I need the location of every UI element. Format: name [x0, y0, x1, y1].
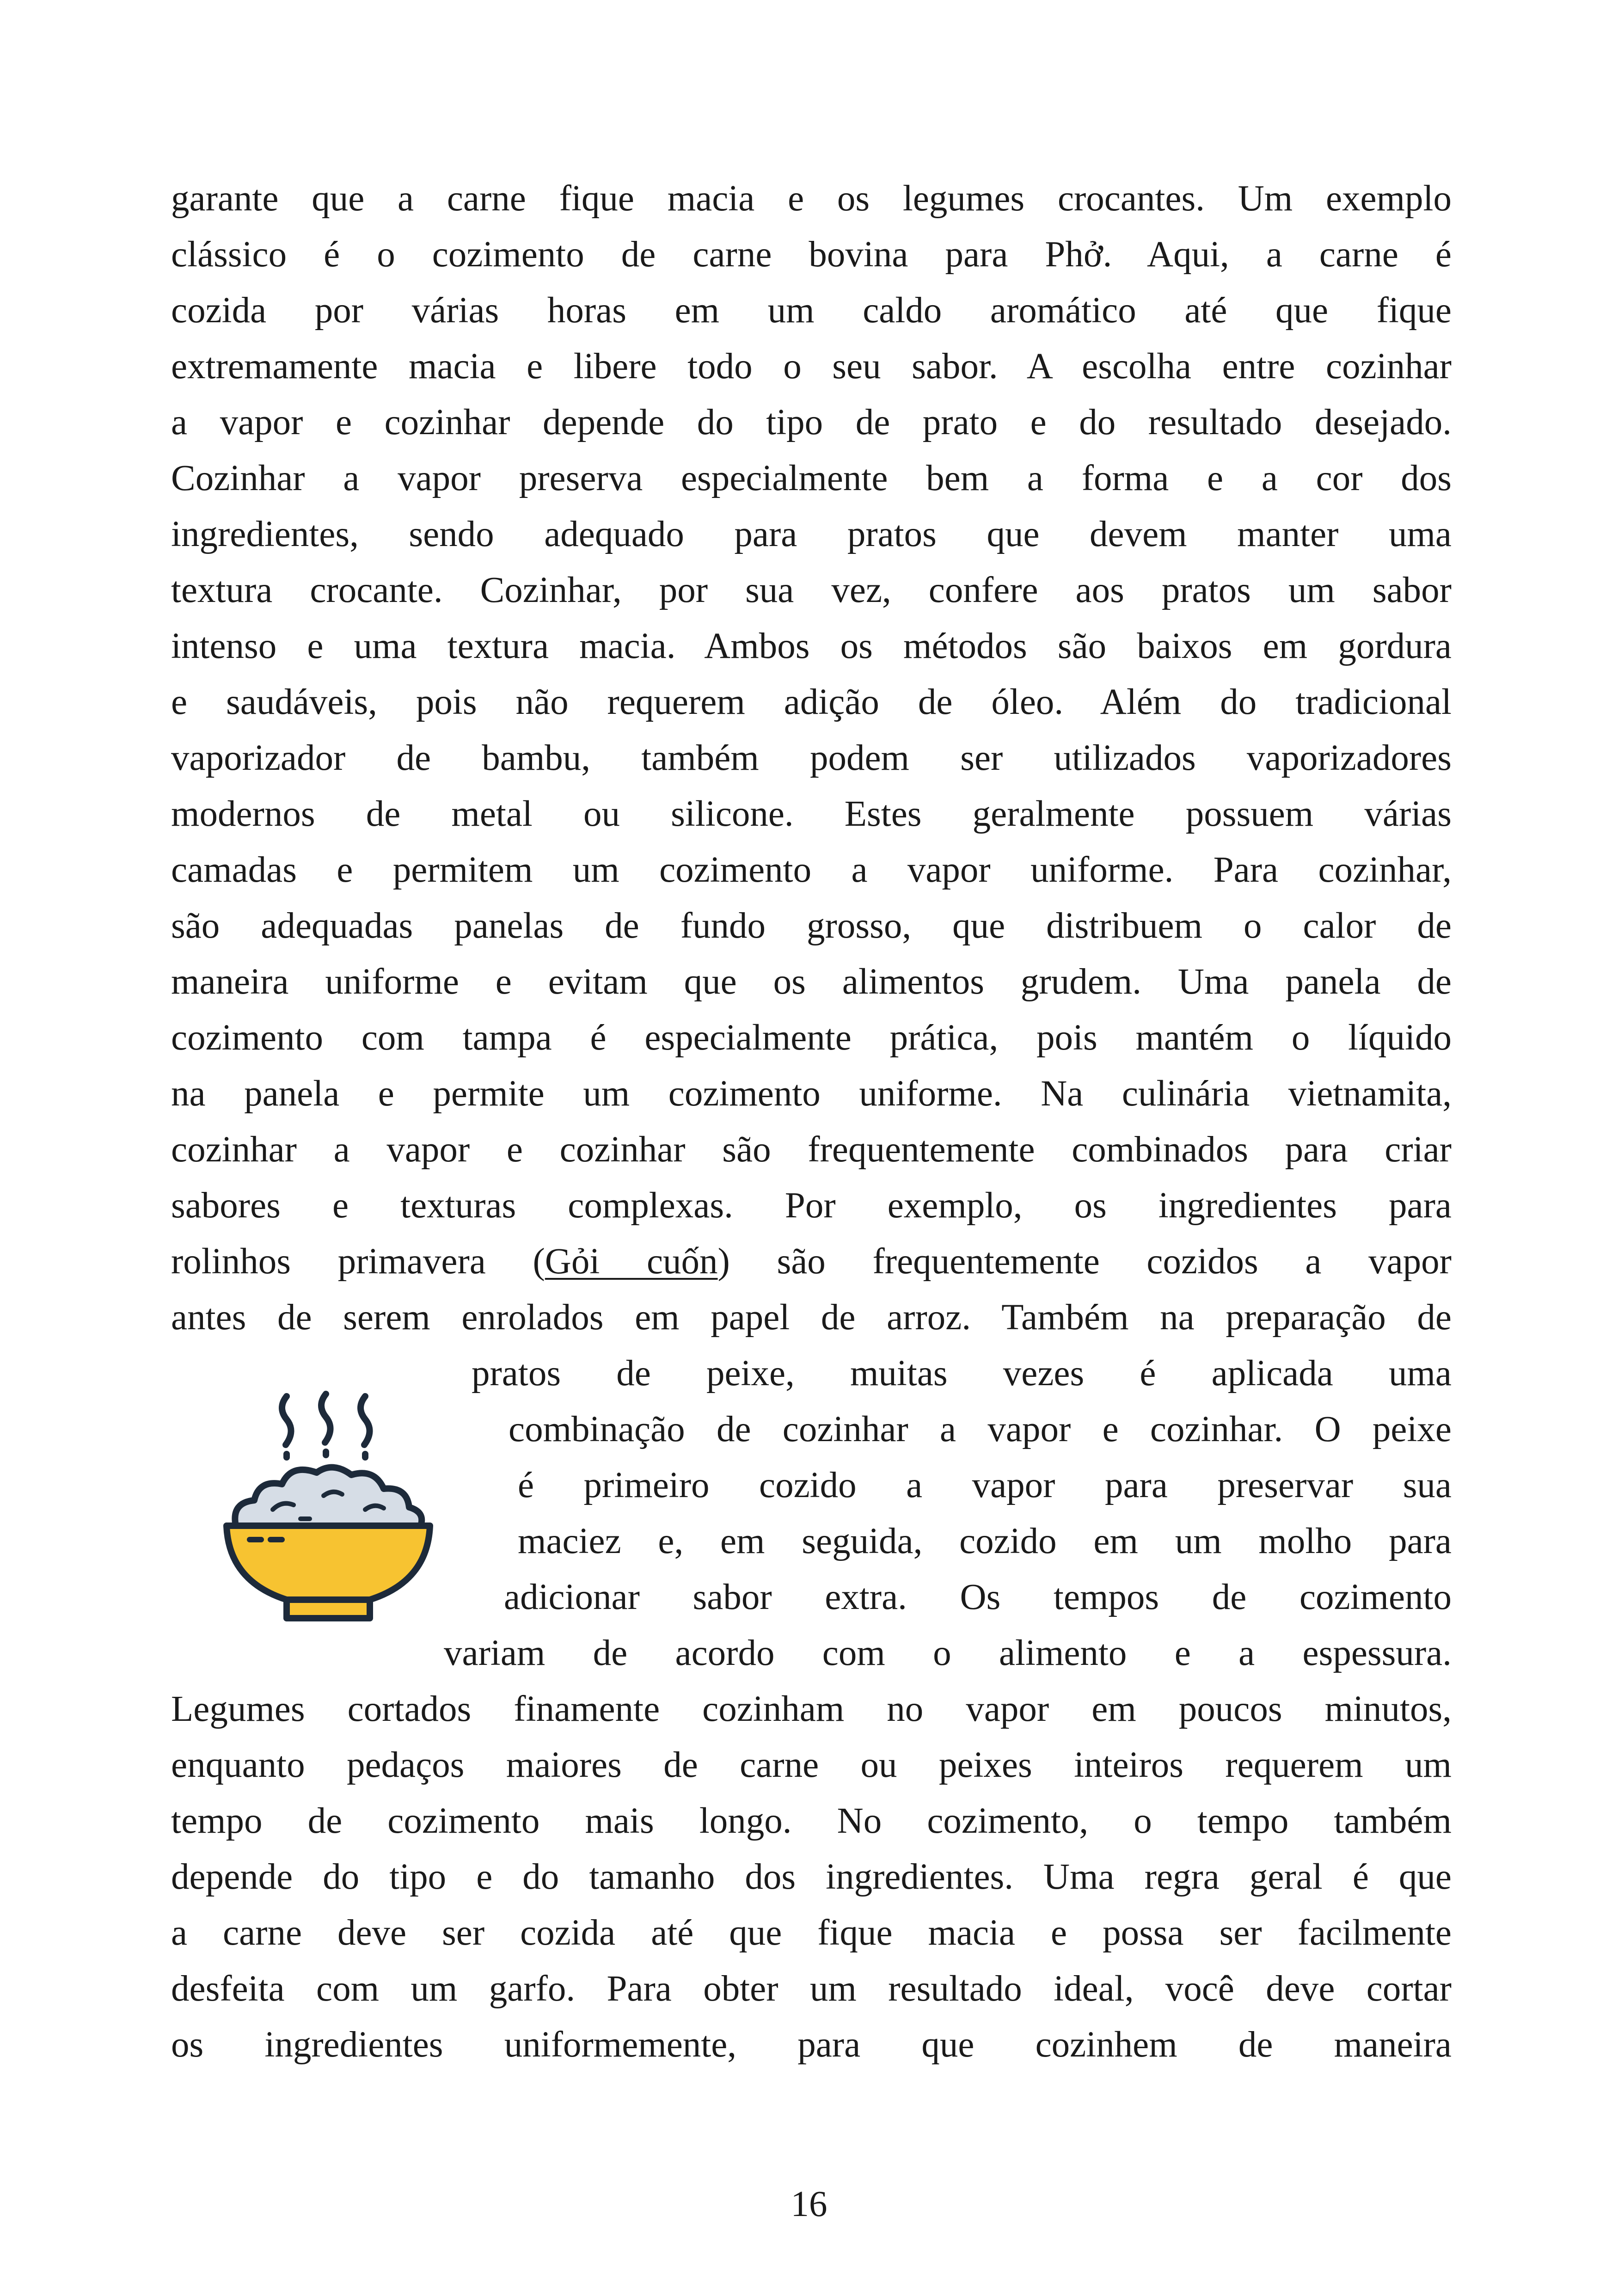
body-text: ) são frequentemente cozidos a vapor [717, 1241, 1452, 1282]
body-line: textura crocante. Cozinhar, por sua vez, confere aos pratos um sabor [171, 570, 1452, 610]
body-line: é primeiro cozido a vapor para preservar sua [518, 1465, 1452, 1505]
body-line: variam de acordo com o alimento e a espessura. [444, 1633, 1452, 1673]
body-line: pratos de peixe, muitas vezes é aplicada uma [472, 1353, 1452, 1394]
body-line: camadas e permitem um cozimento a vapor uniforme. Para cozinhar, [171, 850, 1452, 890]
body-line: enquanto pedaços maiores de carne ou peixes inteiros requerem um [171, 1745, 1452, 1785]
body-text: rolinhos primavera ( [171, 1241, 545, 1282]
body-line: na panela e permite um cozimento uniforme. Na culinária vietnamita, [171, 1074, 1452, 1114]
body-line: maneira uniforme e evitam que os alimentos grudem. Uma panela de [171, 962, 1452, 1002]
body-line: tempo de cozimento mais longo. No cozimento, o tempo também [171, 1801, 1452, 1841]
body-line: modernos de metal ou silicone. Estes geralmente possuem várias [171, 794, 1452, 834]
body-line: adicionar sabor extra. Os tempos de cozimento [504, 1577, 1452, 1617]
body-line: sabores e texturas complexas. Por exemplo, os ingredientes para [171, 1185, 1452, 1226]
body-line: combinação de cozinhar a vapor e cozinhar. O peixe [509, 1409, 1452, 1449]
body-line: Cozinhar a vapor preserva especialmente bem a forma e a cor dos [171, 458, 1452, 498]
body-line: extremamente macia e libere todo o seu sabor. A escolha entre cozinhar [171, 346, 1452, 387]
body-line: são adequadas panelas de fundo grosso, que distribuem o calor de [171, 906, 1452, 946]
body-line: antes de serem enrolados em papel de arroz. Também na preparação de [171, 1297, 1452, 1338]
body-line: cozida por várias horas em um caldo aromático até que fique [171, 290, 1452, 331]
body-line: clássico é o cozimento de carne bovina para Phở. Aqui, a carne é [171, 234, 1452, 275]
steaming-rice-bowl-icon [217, 1387, 439, 1637]
body-line: ingredientes, sendo adequado para pratos que devem manter uma [171, 514, 1452, 554]
body-line: maciez e, em seguida, cozido em um molho para [518, 1521, 1452, 1561]
body-line [171, 1239, 1452, 1285]
body-line: a vapor e cozinhar depende do tipo de prato e do resultado desejado. [171, 402, 1452, 442]
body-line: a carne deve ser cozida até que fique macia e possa ser facilmente [171, 1913, 1452, 1953]
body-line: vaporizador de bambu, também podem ser utilizados vaporizadores [171, 738, 1452, 778]
body-line: os ingredientes uniformemente, para que cozinhem de maneira [171, 2025, 1452, 2065]
body-line: desfeita com um garfo. Para obter um resultado ideal, você deve cortar [171, 1969, 1452, 2009]
body-line: Legumes cortados finamente cozinham no vapor em poucos minutos, [171, 1689, 1452, 1729]
body-line: depende do tipo e do tamanho dos ingredientes. Uma regra geral é que [171, 1857, 1452, 1897]
body-line: garante que a carne fique macia e os legumes crocantes. Um exemplo [171, 178, 1452, 219]
page-number: 16 [791, 2184, 827, 2224]
body-line: cozimento com tampa é especialmente prática, pois mantém o líquido [171, 1018, 1452, 1058]
body-line: cozinhar a vapor e cozinhar são frequentemente combinados para criar [171, 1130, 1452, 1170]
goi-cuon-link[interactable]: Gỏi cuốn [545, 1241, 718, 1282]
body-line: e saudáveis, pois não requerem adição de óleo. Além do tradicional [171, 682, 1452, 722]
body-line: intenso e uma textura macia. Ambos os métodos são baixos em gordura [171, 626, 1452, 666]
